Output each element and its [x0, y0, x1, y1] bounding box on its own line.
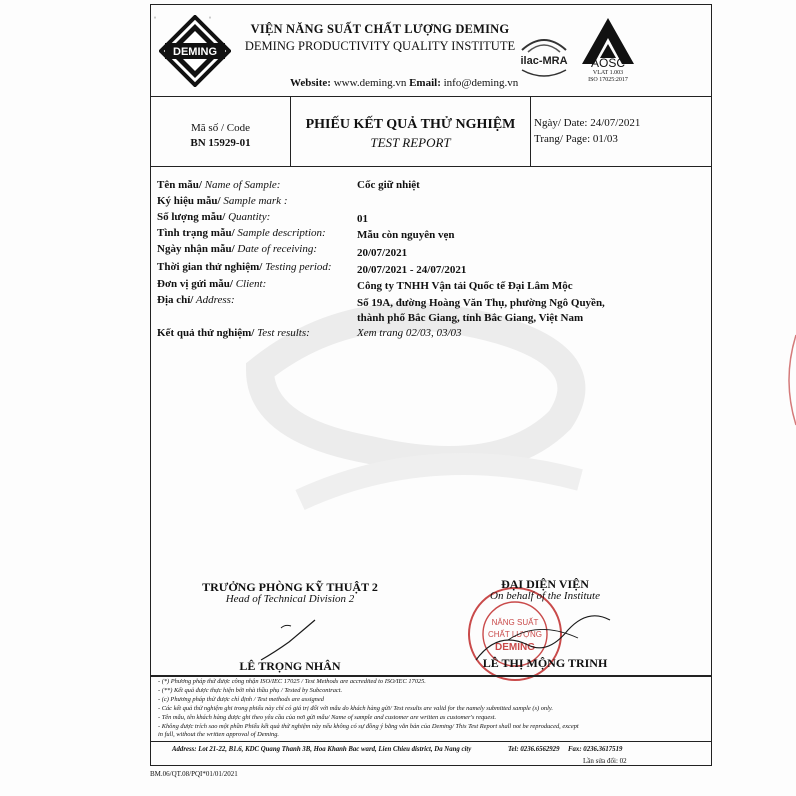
left-signatory-name: LÊ TRỌNG NHÂN	[239, 659, 341, 673]
note-line: - Không được trích sao một phần Phiếu kết quả thử nghiệm này nếu không có sự đồng ý bằng văn bản của Deming/ This Test Report shall not be reproduced, except	[158, 723, 579, 730]
aosc-caption	[573, 56, 643, 84]
website-label: Website:	[290, 77, 331, 89]
institute-name-vn: VIỆN NĂNG SUẤT CHẤT LƯỢNG DEMING	[250, 22, 510, 36]
note-line: - (**) Kết quả được thực hiện bởi nhà thầu phụ / Tested by Subcontract.	[158, 687, 343, 694]
left-signatory-subtitle: Head of Technical Division 2	[225, 593, 355, 605]
field-value: 20/07/2021 - 24/07/2021	[357, 264, 467, 276]
scan-mark: ˈ	[208, 14, 212, 28]
footer-fax: Fax: 0236.3617519	[568, 746, 623, 753]
note-line: in full, without the written approval of Deming.	[158, 731, 280, 738]
revision-number: Lần sửa đổi: 02	[583, 757, 627, 765]
deming-logo	[159, 15, 231, 87]
right-signatory-name: LÊ THỊ MỘNG TRINH	[482, 656, 608, 670]
svg-text:DEMING: DEMING	[495, 642, 535, 653]
code-value: BN 15929-01	[190, 137, 251, 149]
seal-edge-mark	[782, 330, 796, 430]
field-value: 01	[357, 213, 368, 225]
svg-text:ilac-MRA: ilac-MRA	[520, 55, 568, 67]
left-signatory-title: TRƯỞNG PHÒNG KỸ THUẬT 2	[202, 580, 378, 594]
footer-address: Address: Lot 21-22, B1.6, KDC Quang Thanh 3B, Hoa Khanh Bac ward, Lien Chieu district, Da Nang city	[172, 746, 472, 753]
field-value: Số 19A, đường Hoàng Văn Thụ, phường Ngô Quyền,	[357, 297, 605, 309]
report-title-en: TEST REPORT	[370, 135, 451, 150]
svg-text:NĂNG SUẤT: NĂNG SUẤT	[491, 618, 539, 627]
field-label: Tên mẫu/ Name of Sample:	[157, 179, 281, 191]
aosc-iso: ISO 17025:2017	[588, 77, 628, 83]
field-label: Đơn vị gửi mẫu/ Client:	[157, 278, 267, 290]
field-label: Số lượng mẫu/ Quantity:	[157, 211, 271, 223]
note-line: - Các kết quả thử nghiệm ghi trong phiếu này chỉ có giá trị đối với mẫu do khách hàng gửi/ Test results are valid for the namely submitted sample (s) only.	[158, 705, 553, 712]
report-title-vn: PHIẾU KẾT QUẢ THỬ NGHIỆM	[305, 117, 516, 132]
field-value: Cốc giữ nhiệt	[357, 179, 420, 191]
report-page: Trang/ Page: 01/03	[534, 133, 618, 145]
note-line: - (c) Phương pháp thử được chỉ định / Test methods are assigned	[158, 696, 324, 703]
aosc-label: AOSC	[590, 56, 625, 70]
field-value: 20/07/2021	[357, 247, 408, 259]
code-label: Mã số / Code	[191, 122, 250, 134]
divider	[530, 97, 531, 167]
form-code: BM.06/QT.08/PQI*01/01/2021	[150, 770, 238, 778]
ilac-mra-logo	[512, 30, 576, 82]
field-value: Xem trang 02/03, 03/03	[357, 327, 462, 339]
right-signatory-subtitle: On behalf of the Institute	[490, 590, 600, 602]
contact-line	[290, 77, 518, 89]
scan-mark: ˈ	[153, 14, 157, 28]
website-link[interactable]: www.deming.vn	[333, 77, 407, 89]
right-signatory-title: ĐẠI DIỆN VIỆN	[501, 577, 589, 591]
footer-tel: Tel: 0236.6562929	[508, 746, 560, 753]
field-value-line2: thành phố Bắc Giang, tỉnh Bắc Giang, Việt Nam	[357, 312, 584, 324]
report-date: Ngày/ Date: 24/07/2021	[534, 117, 641, 129]
email-link[interactable]: info@deming.vn	[443, 77, 519, 89]
email-label: Email:	[409, 77, 441, 89]
svg-text:DEMING: DEMING	[173, 46, 217, 58]
field-label: Ký hiệu mẫu/ Sample mark :	[157, 195, 288, 207]
field-label: Thời gian thử nghiệm/ Testing period:	[157, 261, 332, 273]
divider	[150, 741, 712, 742]
aosc-vlat: VLAT 1.003	[592, 70, 624, 76]
note-line: - (*) Phương pháp thử được công nhận ISO/IEC 17025 / Test Methods are accredited to ISO/IEC 17025.	[158, 678, 426, 685]
field-value: Mẫu còn nguyên vẹn	[357, 229, 455, 241]
divider	[150, 675, 712, 677]
field-label: Kết quả thử nghiệm/ Test results:	[157, 327, 310, 339]
field-value: Công ty TNHH Vận tải Quốc tế Đại Lâm Mộc	[357, 280, 573, 292]
field-label: Tình trạng mẫu/ Sample description:	[157, 227, 326, 239]
svg-text:CHẤT LƯỢNG: CHẤT LƯỢNG	[488, 630, 542, 639]
institute-name-en: DEMING PRODUCTIVITY QUALITY INSTITUTE	[244, 39, 516, 53]
note-line: - Tên mẫu, tên khách hàng được ghi theo yêu cầu của nơi gửi mẫu/ Name of sample and customer are written as customer's request.	[158, 714, 497, 721]
field-label: Địa chỉ/ Address:	[157, 294, 235, 306]
field-label: Ngày nhận mẫu/ Date of receiving:	[157, 243, 318, 255]
